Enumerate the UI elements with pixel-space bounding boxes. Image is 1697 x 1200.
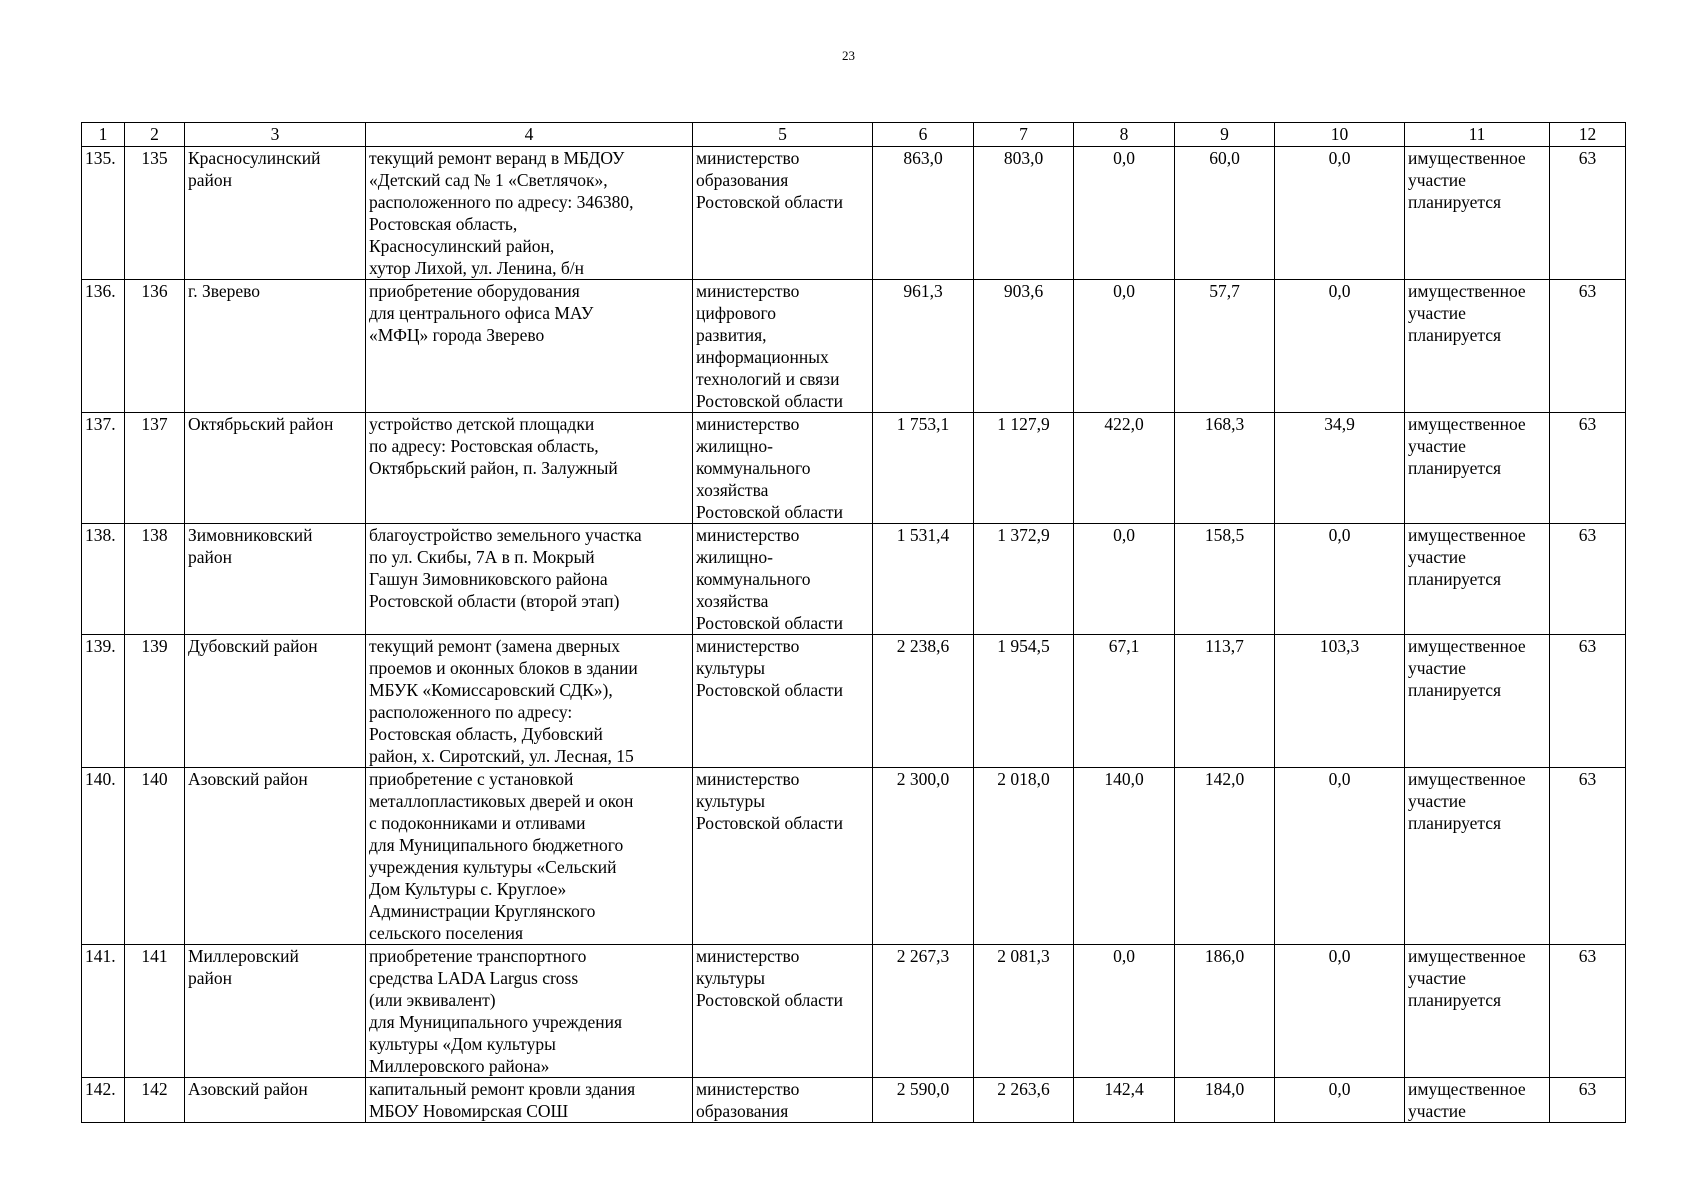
table-row	[82, 1078, 1626, 1123]
amount-total-cell	[873, 768, 974, 945]
column-header: 6	[873, 123, 974, 147]
row-number-cell	[82, 147, 125, 280]
description-text: приобретение с установкой металлопластиковых дверей и окон с подоконниками и отливами для Муниципального бюджетного учреждения культуры «Сельский Дом Культуры с. Круглое» Администрации Круглянского сельского поселения	[369, 769, 634, 943]
amount-total-text: 863,0	[903, 148, 943, 168]
amount-col10-cell	[1275, 768, 1405, 945]
col12-cell	[1550, 945, 1626, 1078]
row-id-text: 139	[141, 636, 168, 656]
municipality-text: г. Зверево	[188, 281, 261, 301]
row-number-cell	[82, 635, 125, 768]
municipality-cell	[185, 524, 366, 635]
amount-col10-text: 103,3	[1319, 636, 1360, 656]
table-row	[82, 635, 1626, 768]
row-number-text: 136.	[85, 281, 116, 301]
participation-cell	[1405, 635, 1550, 768]
amount-col9-cell	[1175, 635, 1275, 768]
column-header: 5	[693, 123, 873, 147]
ministry-text: министерство образования	[696, 1079, 800, 1121]
participation-text: имущественное участие планируется	[1408, 636, 1526, 700]
column-header: 8	[1074, 123, 1175, 147]
amount-total-text: 2 267,3	[896, 946, 950, 966]
amount-col8-text: 0,0	[1113, 946, 1135, 966]
table-row	[82, 768, 1626, 945]
description-cell	[366, 147, 693, 280]
amount-total-text: 2 238,6	[896, 636, 950, 656]
description-cell	[366, 280, 693, 413]
col12-text: 63	[1578, 414, 1597, 434]
row-id-cell	[125, 635, 185, 768]
amount-total-text: 1 531,4	[896, 525, 950, 545]
amount-col7-cell	[974, 524, 1074, 635]
participation-cell	[1405, 768, 1550, 945]
amount-col7-text: 1 372,9	[997, 525, 1050, 545]
col12-text: 63	[1578, 1079, 1597, 1099]
col12-cell	[1550, 768, 1626, 945]
amount-col9-text: 113,7	[1205, 636, 1244, 656]
ministry-cell	[693, 147, 873, 280]
description-cell	[366, 524, 693, 635]
amount-total-cell	[873, 147, 974, 280]
row-number-cell	[82, 280, 125, 413]
municipality-cell	[185, 945, 366, 1078]
amount-col9-cell	[1175, 945, 1275, 1078]
ministry-text: министерство жилищно- коммунального хозяйства Ростовской области	[696, 414, 843, 522]
description-text: текущий ремонт (замена дверных проемов и оконных блоков в здании МБУК «Комиссаровский СДК»), расположенного по адресу: Ростовская область, Дубовский район, х. Сиротский, ул. Лесная, 15	[369, 636, 638, 766]
row-number-cell	[82, 524, 125, 635]
municipality-text: Дубовский район	[188, 636, 318, 656]
row-number-text: 140.	[85, 769, 116, 789]
ministry-text: министерство культуры Ростовской области	[696, 946, 843, 1010]
column-header: 1	[82, 123, 125, 147]
ministry-text: министерство культуры Ростовской области	[696, 769, 843, 833]
amount-col9-text: 60,0	[1209, 148, 1240, 168]
amount-col9-cell	[1175, 1078, 1275, 1123]
amount-col7-cell	[974, 280, 1074, 413]
amount-col10-text: 0,0	[1328, 281, 1351, 301]
amount-total-cell	[873, 413, 974, 524]
amount-total-cell	[873, 945, 974, 1078]
amount-col8-cell	[1074, 1078, 1175, 1123]
participation-cell	[1405, 945, 1550, 1078]
col12-cell	[1550, 635, 1626, 768]
amount-col8-text: 67,1	[1108, 636, 1140, 656]
participation-text: имущественное участие планируется	[1408, 769, 1526, 833]
col12-cell	[1550, 1078, 1626, 1123]
amount-col10-cell	[1275, 413, 1405, 524]
ministry-text: министерство жилищно- коммунального хозяйства Ростовской области	[696, 525, 843, 633]
col12-cell	[1550, 280, 1626, 413]
participation-text: имущественное участие	[1408, 1079, 1526, 1121]
row-id-cell	[125, 413, 185, 524]
description-text: благоустройство земельного участка по ул. Скибы, 7А в п. Мокрый Гашун Зимовниковского района Ростовской области (второй этап)	[369, 525, 642, 611]
col12-cell	[1550, 413, 1626, 524]
municipality-cell	[185, 635, 366, 768]
column-header: 4	[366, 123, 693, 147]
col12-text: 63	[1578, 281, 1597, 301]
row-id-text: 138	[141, 525, 168, 545]
column-header: 3	[185, 123, 366, 147]
amount-total-text: 961,3	[903, 281, 943, 301]
amount-col8-cell	[1074, 147, 1175, 280]
ministry-cell	[693, 635, 873, 768]
amount-col7-text: 2 081,3	[997, 946, 1050, 966]
amount-col9-text: 168,3	[1204, 414, 1245, 434]
amount-col7-cell	[974, 945, 1074, 1078]
row-id-cell	[125, 945, 185, 1078]
row-id-text: 141	[141, 946, 168, 966]
amount-col9-cell	[1175, 280, 1275, 413]
amount-total-cell	[873, 280, 974, 413]
amount-col7-text: 903,6	[1003, 281, 1044, 301]
col12-cell	[1550, 147, 1626, 280]
participation-text: имущественное участие планируется	[1408, 525, 1526, 589]
amount-col7-cell	[974, 635, 1074, 768]
col12-text: 63	[1578, 525, 1597, 545]
amount-col10-text: 0,0	[1328, 525, 1351, 545]
amount-col7-text: 1 127,9	[997, 414, 1050, 434]
amount-col10-text: 0,0	[1328, 769, 1351, 789]
table-row	[82, 147, 1626, 280]
col12-cell	[1550, 524, 1626, 635]
municipality-text: Октябрьский район	[188, 414, 334, 434]
row-number-text: 138.	[85, 525, 116, 545]
amount-col9-text: 142,0	[1204, 769, 1245, 789]
row-id-text: 135	[141, 148, 168, 168]
description-cell	[366, 768, 693, 945]
ministry-cell	[693, 524, 873, 635]
amount-col8-cell	[1074, 635, 1175, 768]
column-header: 12	[1550, 123, 1626, 147]
municipality-cell	[185, 147, 366, 280]
data-table	[81, 122, 1626, 1123]
page-number: 23	[842, 48, 855, 63]
participation-cell	[1405, 524, 1550, 635]
table-row	[82, 413, 1626, 524]
row-number-text: 141.	[85, 946, 116, 966]
amount-col10-cell	[1275, 524, 1405, 635]
amount-col9-text: 57,7	[1209, 281, 1240, 301]
amount-total-cell	[873, 524, 974, 635]
header-row	[82, 123, 1626, 147]
row-id-cell	[125, 768, 185, 945]
amount-col10-text: 0,0	[1328, 1079, 1351, 1099]
municipality-text: Азовский район	[188, 1079, 308, 1099]
row-id-cell	[125, 524, 185, 635]
description-text: устройство детской площадки по адресу: Ростовская область, Октябрьский район, п. Залужный	[369, 414, 618, 478]
ministry-text: министерство культуры Ростовской области	[696, 636, 843, 700]
col12-text: 63	[1578, 769, 1597, 789]
amount-col7-text: 1 954,5	[997, 636, 1050, 656]
participation-text: имущественное участие планируется	[1408, 946, 1526, 1010]
ministry-text: министерство цифрового развития, информационных технологий и связи Ростовской области	[696, 281, 843, 411]
row-id-text: 136	[141, 281, 168, 301]
municipality-cell	[185, 768, 366, 945]
amount-col8-text: 142,4	[1104, 1079, 1144, 1099]
description-text: капитальный ремонт кровли здания МБОУ Новомирская СОШ	[369, 1079, 636, 1121]
amount-col8-text: 0,0	[1113, 525, 1135, 545]
description-cell	[366, 413, 693, 524]
municipality-cell	[185, 1078, 366, 1123]
description-text: приобретение транспортного средства LADA Largus cross (или эквивалент) для Муниципального учреждения культуры «Дом культуры Миллеровского района»	[369, 946, 622, 1076]
amount-total-cell	[873, 635, 974, 768]
amount-col8-text: 140,0	[1104, 769, 1144, 789]
row-id-cell	[125, 1078, 185, 1123]
amount-col8-cell	[1074, 280, 1175, 413]
amount-col7-cell	[974, 147, 1074, 280]
participation-cell	[1405, 280, 1550, 413]
amount-total-cell	[873, 1078, 974, 1123]
amount-col9-cell	[1175, 524, 1275, 635]
amount-col8-text: 0,0	[1113, 148, 1135, 168]
municipality-text: Зимовниковский район	[188, 525, 313, 567]
description-text: текущий ремонт веранд в МБДОУ «Детский сад № 1 «Светлячок», расположенного по адресу: 346380, Ростовская область, Красносулинский район, хутор Лихой, ул. Ленина, б/н	[369, 148, 634, 278]
row-number-cell	[82, 945, 125, 1078]
row-number-text: 137.	[85, 414, 116, 434]
col12-text: 63	[1578, 636, 1597, 656]
ministry-cell	[693, 945, 873, 1078]
municipality-cell	[185, 280, 366, 413]
participation-text: имущественное участие планируется	[1408, 148, 1526, 212]
amount-col10-text: 0,0	[1328, 148, 1351, 168]
amount-col9-text: 184,0	[1204, 1079, 1245, 1099]
row-number-text: 139.	[85, 636, 116, 656]
amount-col10-cell	[1275, 635, 1405, 768]
participation-cell	[1405, 1078, 1550, 1123]
col12-text: 63	[1578, 148, 1597, 168]
column-header: 11	[1405, 123, 1550, 147]
row-number-cell	[82, 1078, 125, 1123]
amount-col8-cell	[1074, 524, 1175, 635]
column-header: 7	[974, 123, 1074, 147]
amount-col10-cell	[1275, 147, 1405, 280]
amount-col10-cell	[1275, 280, 1405, 413]
table-row	[82, 280, 1626, 413]
amount-col10-cell	[1275, 1078, 1405, 1123]
amount-col9-cell	[1175, 147, 1275, 280]
amount-col8-text: 0,0	[1113, 281, 1135, 301]
row-id-text: 140	[141, 769, 168, 789]
row-id-text: 137	[141, 414, 168, 434]
amount-col9-text: 186,0	[1204, 946, 1245, 966]
column-header: 10	[1275, 123, 1405, 147]
ministry-text: министерство образования Ростовской области	[696, 148, 843, 212]
amount-col9-cell	[1175, 768, 1275, 945]
ministry-cell	[693, 413, 873, 524]
participation-text: имущественное участие планируется	[1408, 414, 1526, 478]
description-cell	[366, 635, 693, 768]
col12-text: 63	[1578, 946, 1597, 966]
amount-col9-text: 158,5	[1204, 525, 1245, 545]
municipality-text: Красносулинский район	[188, 148, 321, 190]
amount-col8-cell	[1074, 945, 1175, 1078]
column-header: 2	[125, 123, 185, 147]
ministry-cell	[693, 1078, 873, 1123]
amount-total-text: 2 300,0	[896, 769, 950, 789]
amount-col10-cell	[1275, 945, 1405, 1078]
row-number-text: 135.	[85, 148, 116, 168]
amount-col8-cell	[1074, 768, 1175, 945]
amount-col8-cell	[1074, 413, 1175, 524]
table-row	[82, 945, 1626, 1078]
participation-text: имущественное участие планируется	[1408, 281, 1526, 345]
amount-col7-cell	[974, 768, 1074, 945]
row-id-cell	[125, 147, 185, 280]
amount-col10-text: 34,9	[1324, 414, 1355, 434]
row-number-cell	[82, 768, 125, 945]
description-cell	[366, 1078, 693, 1123]
row-id-text: 142	[141, 1079, 168, 1099]
amount-col7-text: 2 263,6	[997, 1079, 1050, 1099]
amount-col7-text: 2 018,0	[997, 769, 1050, 789]
ministry-cell	[693, 768, 873, 945]
amount-col9-cell	[1175, 413, 1275, 524]
ministry-cell	[693, 280, 873, 413]
amount-total-text: 1 753,1	[896, 414, 950, 434]
municipality-text: Азовский район	[188, 769, 308, 789]
amount-col10-text: 0,0	[1328, 946, 1351, 966]
description-text: приобретение оборудования для центрального офиса МАУ «МФЦ» города Зверево	[369, 281, 594, 345]
amount-col7-cell	[974, 1078, 1074, 1123]
participation-cell	[1405, 147, 1550, 280]
column-header: 9	[1175, 123, 1275, 147]
description-cell	[366, 945, 693, 1078]
amount-col7-text: 803,0	[1003, 148, 1044, 168]
table-row	[82, 524, 1626, 635]
amount-col7-cell	[974, 413, 1074, 524]
participation-cell	[1405, 413, 1550, 524]
row-number-text: 142.	[85, 1079, 116, 1099]
row-id-cell	[125, 280, 185, 413]
municipality-cell	[185, 413, 366, 524]
amount-total-text: 2 590,0	[896, 1079, 950, 1099]
amount-col8-text: 422,0	[1104, 414, 1144, 434]
municipality-text: Миллеровский район	[188, 946, 299, 988]
row-number-cell	[82, 413, 125, 524]
